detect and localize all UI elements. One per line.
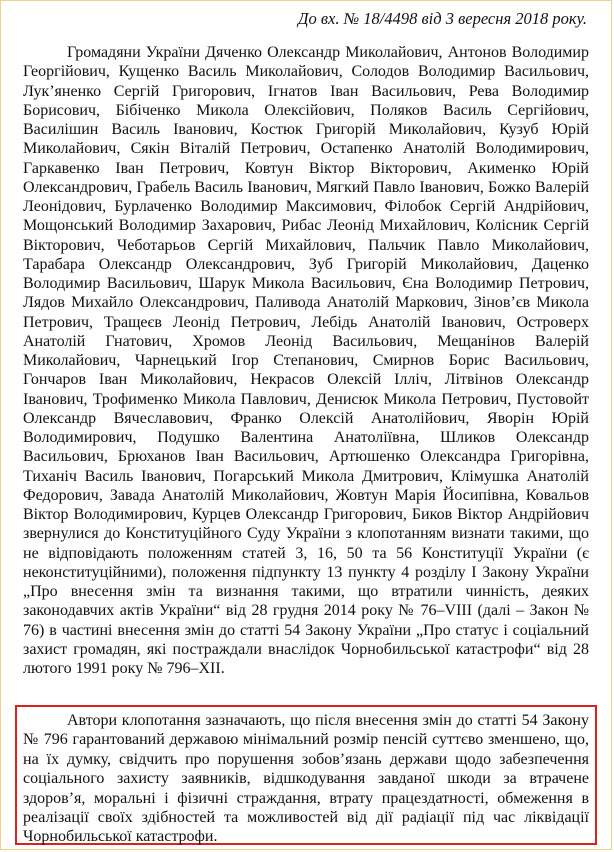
highlighted-paragraph: Автори клопотання зазначають, що після внесення змін до статті 54 Закону № 796 гарантований державою мінімальний розмір пенсій суттєво зменшено, що, на їх думку, свідчить про порушення зобов’язань держави щодо забезпечення соціального захисту заявників, відшкодування завданої шкоди за втрачене здоров’я, моральні і фізичні страждання, втрату працездатності, обмеження в реалізації своїх здібностей та можливостей від дії радіації під час ліквідації Чорнобильської катастрофи.: [23, 712, 589, 846]
main-paragraph: Громадяни України Дяченко Олександр Миколайович, Антонов Володимир Георгійович, Кущенко Василь Миколайович, Солодов Володимир Васильович, Лук’яненко Сергій Григорович, Ігнатов Іван Васильович, Рева Володимир Борисович, Бібіченко Микола Олексійович, Поляков Василь Сергійович, Василішин Василь Іванович, Костюк Григорій Миколайович, Кузуб Юрій Миколайович, Сякін Віталій Петрович, Остапенко Анатолій Володимирович, Гаркавенко Іван Петрович, Ковтун Віктор Вікторович, Акименко Юрій Олександрович, Грабель Василь Іванович, Мягкий Павло Іванович, Божко Валерій Леонідович, Бурлаченко Володимир Максимович, Філобок Сергій Андрійович, Мощонський Володимир Захарович, Рибас Леонід Михайлович, Колісник Сергій Вікторович, Чеботарьов Сергій Михайлович, Пальчик Павло Миколайович, Тарабара Олександр Олександрович, Зуб Григорій Миколайович, Даценко Володимир Васильович, Шарук Микола Васильович, Єна Володимир Петрович, Лядов Михайло Олександрович, Паливода Анатолій Маркович, Зінов’єв Микола Петрович, Тращеєв Леонід Петрович, Лебідь Анатолій Іванович, Островерх Анатолій Гнатович, Хромов Леонід Васильович, Мещанінов Валерій Миколайович, Чарнецький Ігор Степанович, Смирнов Борис Васильович, Гончаров Іван Миколайович, Некрасов Олексій Ілліч, Літвінов Олександр Іванович, Трофименко Микола Павлович, Денисюк Микола Петрович, Пустовойт Олександр Вячеславович, Франко Олексій Анатолійович, Яворін Юрій Володимирович, Подушко Валентина Анатоліївна, Шликов Олександр Васильович, Брюханов Іван Васильович, Артюшенко Олександра Григорівна, Тиханіч Василь Іванович, Погарський Микола Дмитрович, Клімушка Анатолій Федорович, Завада Анатолій Миколайович, Жовтун Марія Йосипівна, Ковальов Віктор Володимирович, Курцев Олександр Григорович, Биков Віктор Андрійович звернулися до Конституційного Суду України з клопотанням визнати такими, що не відповідають положенням статей 3, 16, 50 та 56 Конституції України (є неконституційними), положення підпункту 13 пункту 4 розділу І Закону України „Про внесення змін та визнання такими, що втратили чинність, деяких законодавчих актів України“ від 28 грудня 2014 року № 76–VIII (далі – Закон № 76) в частині внесення змін до статті 54 Закону України „Про статус і соціальний захист громадян, які постраждали внаслідок Чорнобильської катастрофи“ від 28 лютого 1991 року № 796–XII.: [23, 44, 589, 677]
registration-header: До вх. № 18/4498 від 3 вересня 2018 року.: [298, 9, 587, 28]
